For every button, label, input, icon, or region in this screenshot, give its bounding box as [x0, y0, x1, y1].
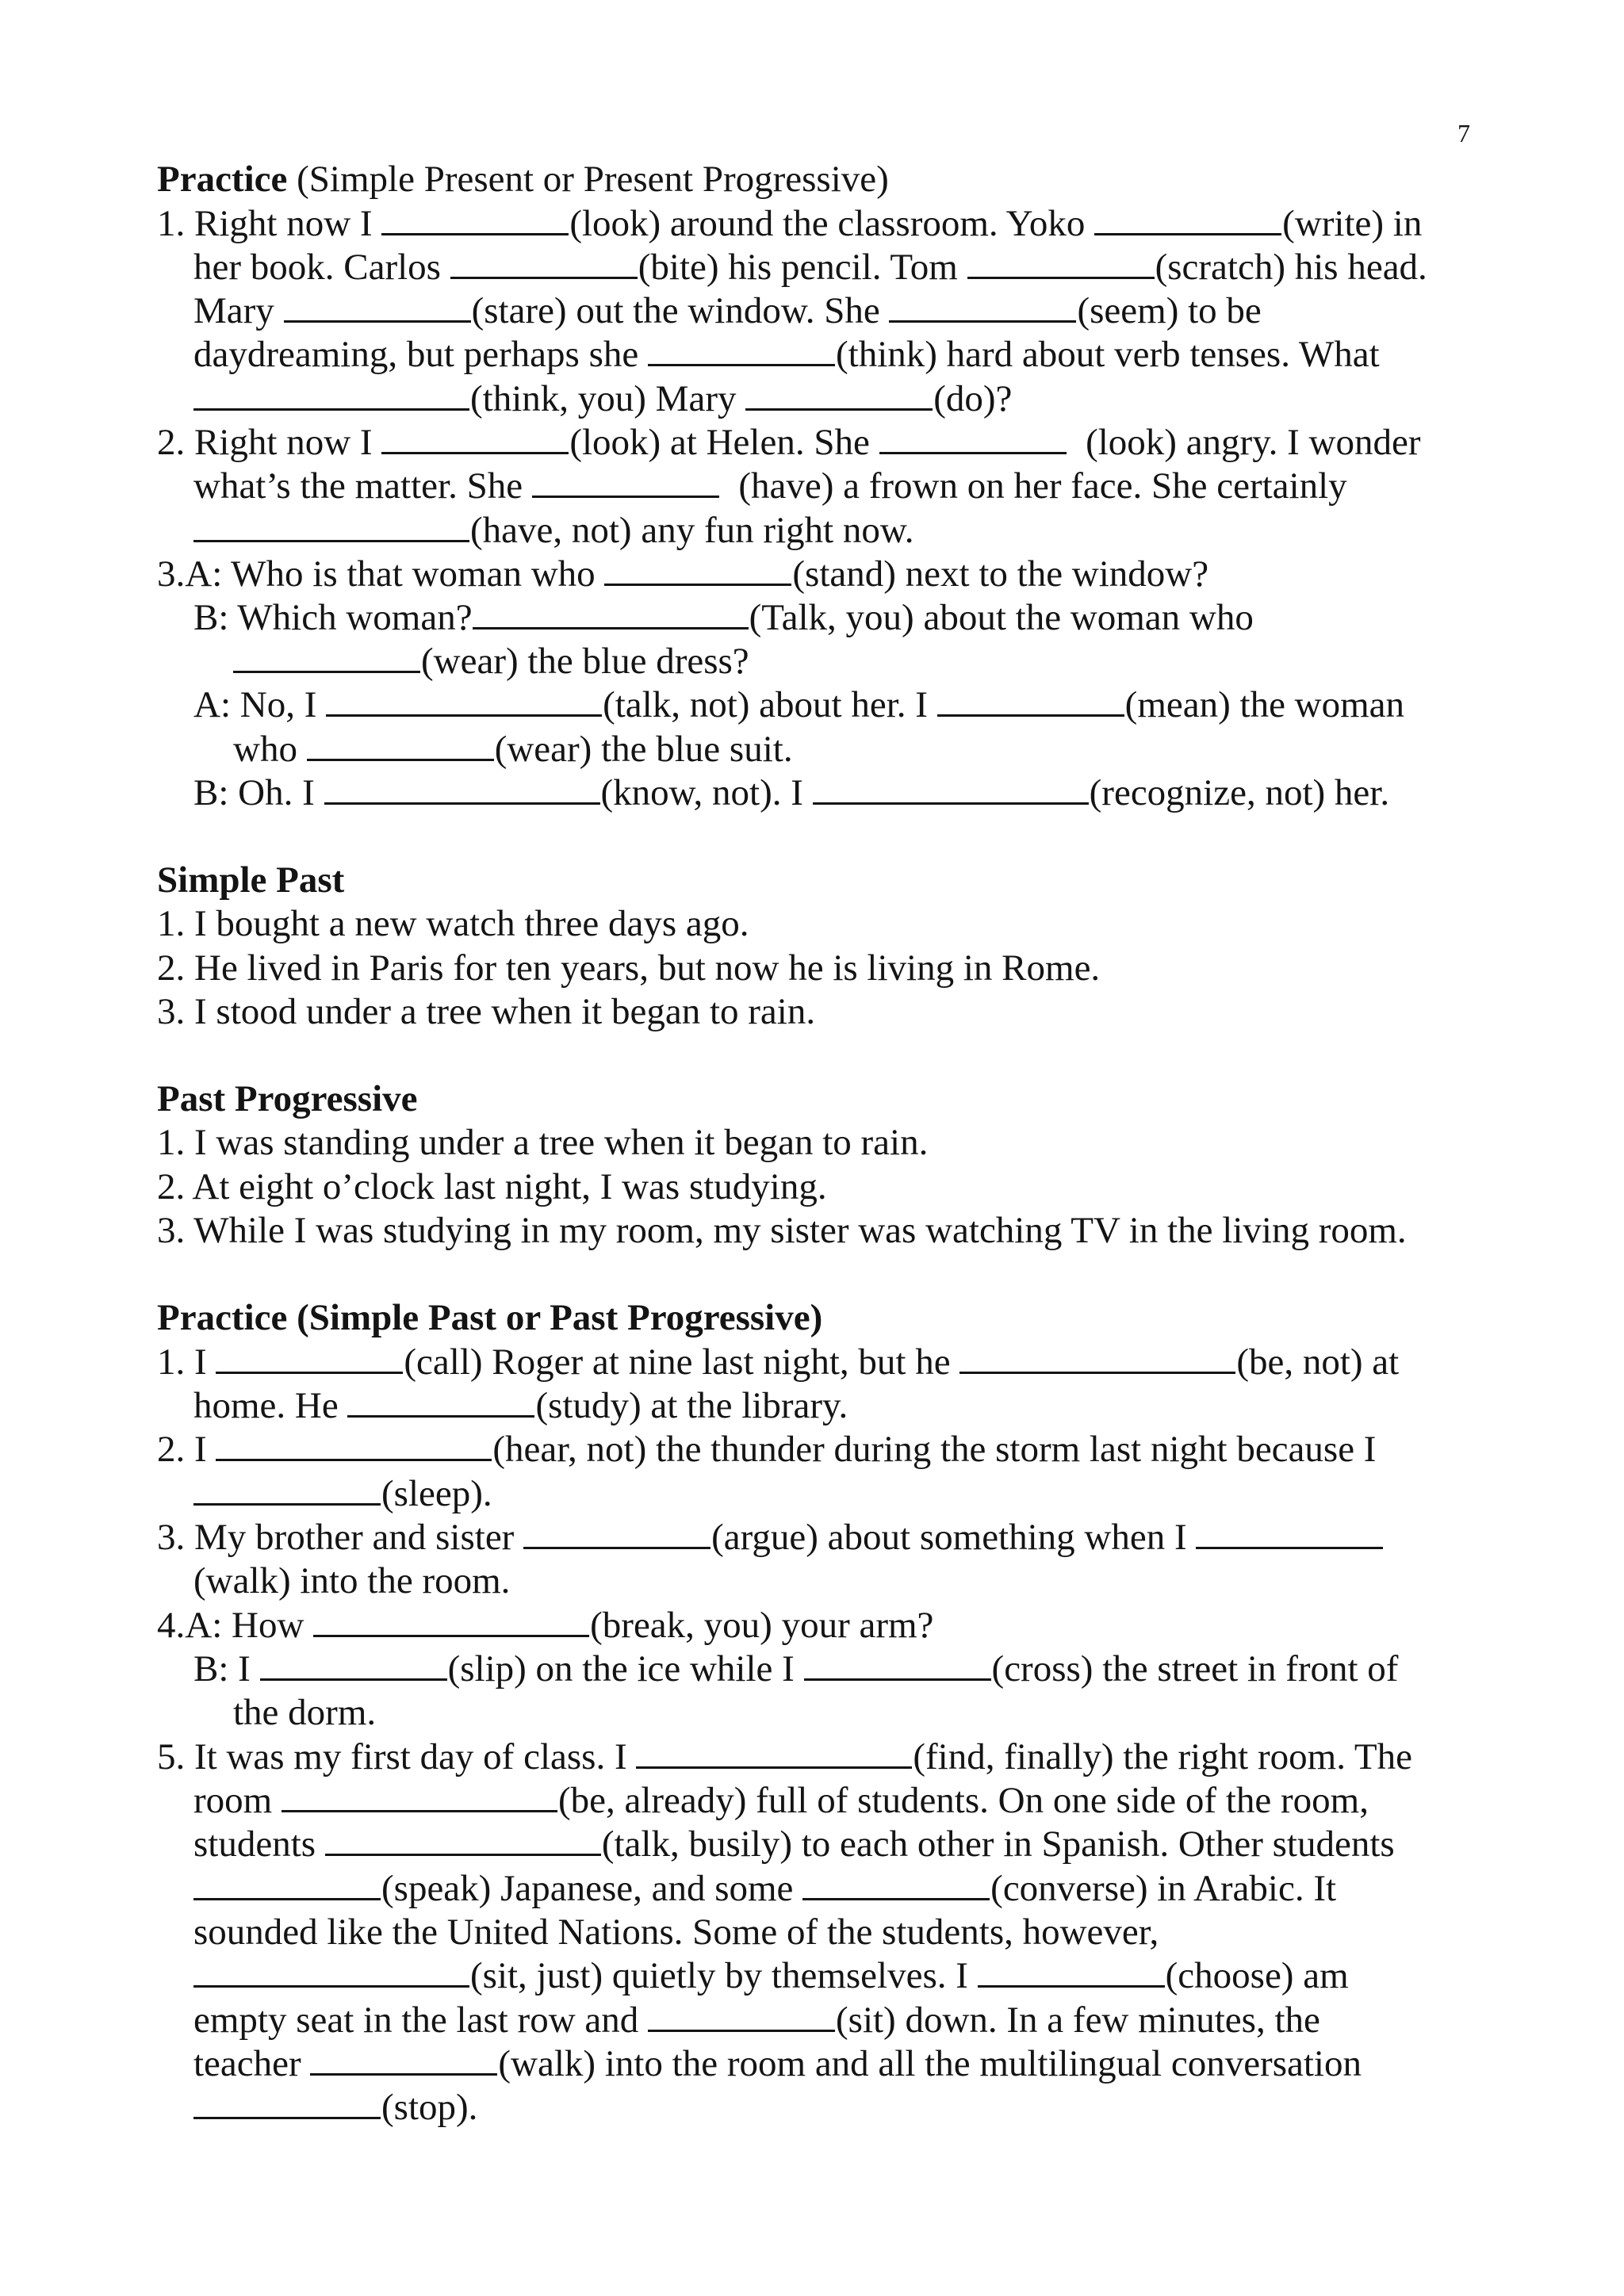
line-text: (have) a frown on her face. She certainly [719, 465, 1347, 507]
example-sentence: 3. I stood under a tree when it began to rain. [157, 991, 816, 1032]
line-text: daydreaming, but perhaps she [193, 334, 648, 375]
answer-blank[interactable] [648, 2029, 835, 2032]
answer-blank[interactable] [604, 583, 791, 586]
answer-blank[interactable] [450, 276, 638, 279]
answer-blank[interactable] [216, 1371, 403, 1374]
example-sentence: 1. I was standing under a tree when it began to rain. [157, 1122, 929, 1163]
line-text: B: Oh. I [193, 772, 324, 813]
exercise-line [157, 1519, 1384, 1556]
line-text: Mary [193, 290, 284, 331]
answer-blank[interactable] [310, 2072, 497, 2076]
answer-blank[interactable] [324, 802, 600, 805]
exercise-line [193, 512, 914, 549]
answer-blank[interactable] [879, 451, 1067, 454]
line-text: (do)? [933, 378, 1013, 419]
line-text: (study) at the library. [535, 1385, 848, 1426]
exercise-line [193, 1475, 492, 1513]
line-text: (have, not) any fun right now. [470, 510, 914, 551]
practice1-subtitle: (Simple Present or Present Progressive) [287, 159, 889, 200]
page-number: 7 [1457, 119, 1470, 147]
answer-blank[interactable] [233, 670, 420, 673]
exercise-line [193, 1387, 848, 1425]
answer-blank[interactable] [967, 276, 1155, 279]
line-text: who [233, 729, 307, 770]
exercise-line [233, 731, 793, 768]
exercise-line [193, 2089, 477, 2126]
line-text: 1. I [157, 1341, 216, 1383]
line-text: empty seat in the last row and [193, 1999, 648, 2041]
line-text: home. He [193, 1385, 348, 1426]
line-text: (know, not). I [600, 772, 813, 813]
line-text: (argue) about something when I [711, 1517, 1197, 1558]
exercise-line [233, 643, 749, 680]
line-text: students [193, 1823, 325, 1865]
line-text: 3.A: Who is that woman who [157, 553, 605, 595]
line-text: 1. Right now I [157, 203, 382, 244]
exercise-line [157, 424, 1421, 461]
exercise-line [193, 1648, 1399, 1689]
exercise-line [193, 1957, 1349, 1995]
line-text: (sit, just) quietly by themselves. I [470, 1955, 978, 1996]
line-text: 3. My brother and sister [157, 1517, 524, 1558]
answer-blank[interactable] [313, 1634, 589, 1637]
answer-blank[interactable] [959, 1371, 1235, 1374]
exercise-line [193, 1560, 511, 1601]
answer-blank[interactable] [636, 1766, 912, 1769]
line-text: (scratch) his head. [1155, 247, 1427, 288]
answer-blank[interactable] [1094, 232, 1281, 235]
line-text: (stare) out the window. She [471, 290, 890, 331]
line-text: teacher [193, 2043, 311, 2084]
line-text: (Talk, you) about the woman who [749, 597, 1254, 638]
answer-blank[interactable] [284, 320, 471, 323]
line-text: (wear) the blue suit. [494, 729, 793, 770]
practice2-heading: Practice (Simple Past or Past Progressive) [157, 1297, 823, 1338]
exercise-line [193, 1870, 1336, 1908]
answer-blank[interactable] [648, 363, 835, 366]
answer-blank[interactable] [532, 495, 719, 498]
past-progressive-heading: Past Progressive [157, 1078, 418, 1119]
line-text: (speak) Japanese, and some [381, 1868, 803, 1909]
line-text: A: No, I [193, 684, 327, 725]
line-text: (look) around the classroom. Yoko [569, 203, 1095, 244]
exercise-line [193, 378, 1013, 419]
line-text: (be, already) full of students. On one side of the room, [557, 1780, 1369, 1821]
exercise-line [193, 772, 1390, 813]
exercise-line [193, 290, 1262, 331]
line-text: (think) hard about verb tenses. What [835, 334, 1380, 375]
answer-blank[interactable] [381, 232, 569, 235]
exercise-line [193, 684, 1405, 725]
line-text: 5. It was my first day of class. I [157, 1736, 637, 1777]
line-text: 2. Right now I [157, 422, 382, 463]
answer-blank[interactable] [216, 1458, 492, 1461]
exercise-line [193, 599, 1254, 637]
exercise-line [193, 249, 1427, 286]
answer-blank[interactable] [381, 451, 569, 454]
example-sentence: 2. He lived in Paris for ten years, but now he is living in Rome. [157, 947, 1101, 989]
line-text: (bite) his pencil. Tom [638, 247, 967, 288]
answer-blank[interactable] [804, 1678, 991, 1681]
answer-blank[interactable] [193, 408, 469, 411]
line-text: (hear, not) the thunder during the storm last night because I [492, 1429, 1377, 1470]
practice1-title: Practice [157, 159, 288, 200]
practice1-heading [157, 161, 889, 198]
line-text: (break, you) your arm? [590, 1605, 934, 1646]
line-text: (call) Roger at nine last night, but he [404, 1341, 960, 1383]
line-text: (sit) down. In a few minutes, the [836, 1999, 1320, 2041]
answer-blank[interactable] [307, 758, 494, 761]
line-text: (find, finally) the right room. The [913, 1736, 1412, 1777]
exercise-line [193, 1782, 1369, 1820]
line-text: sounded like the United Nations. Some of the students, however, [193, 1911, 1159, 1953]
line-text: (cross) the street in front of [991, 1648, 1399, 1689]
line-text: B: I [193, 1648, 260, 1689]
answer-blank[interactable] [193, 2116, 381, 2119]
line-text: (sleep). [381, 1473, 492, 1514]
answer-blank[interactable] [193, 1984, 469, 1988]
line-text: (wear) the blue dress? [421, 641, 749, 682]
line-text: (recognize, not) her. [1089, 772, 1390, 813]
exercise-line [193, 1999, 1320, 2041]
exercise-line [157, 1431, 1376, 1468]
line-text: the dorm. [233, 1692, 377, 1733]
answer-blank[interactable] [326, 714, 602, 717]
answer-blank[interactable] [193, 1897, 381, 1900]
exercise-line [157, 1607, 933, 1644]
exercise-line [193, 336, 1380, 373]
exercise-line [157, 553, 1209, 595]
example-sentence: 3. While I was studying in my room, my sister was watching TV in the living room. [157, 1210, 1407, 1251]
line-text: (talk, busily) to each other in Spanish. Other students [601, 1823, 1395, 1865]
answer-blank[interactable] [193, 1502, 381, 1506]
line-text: (seem) to be [1077, 290, 1262, 331]
line-text: (walk) into the room and all the multilingual conversation [498, 2043, 1362, 2084]
answer-blank[interactable] [745, 408, 933, 411]
line-text: (converse) in Arabic. It [990, 1868, 1337, 1909]
answer-blank[interactable] [802, 1897, 990, 1900]
exercise-line [157, 1736, 1412, 1777]
exercise-line [157, 1341, 1400, 1383]
answer-blank[interactable] [473, 626, 749, 629]
answer-blank[interactable] [978, 1984, 1165, 1988]
answer-blank[interactable] [813, 802, 1089, 805]
exercise-line [193, 2045, 1362, 2083]
line-text: (be, not) at [1236, 1341, 1400, 1383]
answer-blank[interactable] [325, 1853, 601, 1856]
line-text: (talk, not) about her. I [603, 684, 937, 725]
exercise-line [193, 465, 1347, 507]
line-text: (mean) the woman [1124, 684, 1405, 725]
line-text: room [193, 1780, 282, 1821]
answer-blank[interactable] [889, 320, 1076, 323]
simple-past-heading: Simple Past [157, 859, 345, 901]
answer-blank[interactable] [193, 539, 469, 542]
line-text: (choose) am [1165, 1955, 1349, 1996]
line-text: (walk) into the room. [193, 1560, 511, 1601]
answer-blank[interactable] [1196, 1546, 1383, 1549]
exercise-line [193, 1823, 1395, 1865]
line-text: (stand) next to the window? [792, 553, 1209, 595]
answer-blank[interactable] [260, 1678, 447, 1681]
answer-blank[interactable] [937, 714, 1124, 717]
line-text: what’s the matter. She [193, 465, 532, 507]
exercise-line [193, 1911, 1159, 1953]
line-text: (stop). [381, 2087, 478, 2128]
exercise-line [157, 205, 1422, 243]
line-text: (look) angry. I wonder [1067, 422, 1421, 463]
answer-blank[interactable] [347, 1414, 534, 1418]
example-sentence: 1. I bought a new watch three days ago. [157, 903, 749, 944]
line-text: (think, you) Mary [470, 378, 746, 419]
exercise-line [233, 1694, 376, 1732]
line-text: 2. I [157, 1429, 216, 1470]
line-text: (look) at Helen. She [569, 422, 879, 463]
answer-blank[interactable] [282, 1809, 557, 1812]
answer-blank[interactable] [523, 1546, 710, 1549]
line-text: B: Which woman? [193, 597, 473, 638]
line-text: (write) in [1282, 203, 1423, 244]
line-text: (slip) on the ice while I [447, 1648, 804, 1689]
example-sentence: 2. At eight o’clock last night, I was studying. [157, 1166, 827, 1207]
line-text: 4.A: How [157, 1605, 314, 1646]
line-text: her book. Carlos [193, 247, 450, 288]
